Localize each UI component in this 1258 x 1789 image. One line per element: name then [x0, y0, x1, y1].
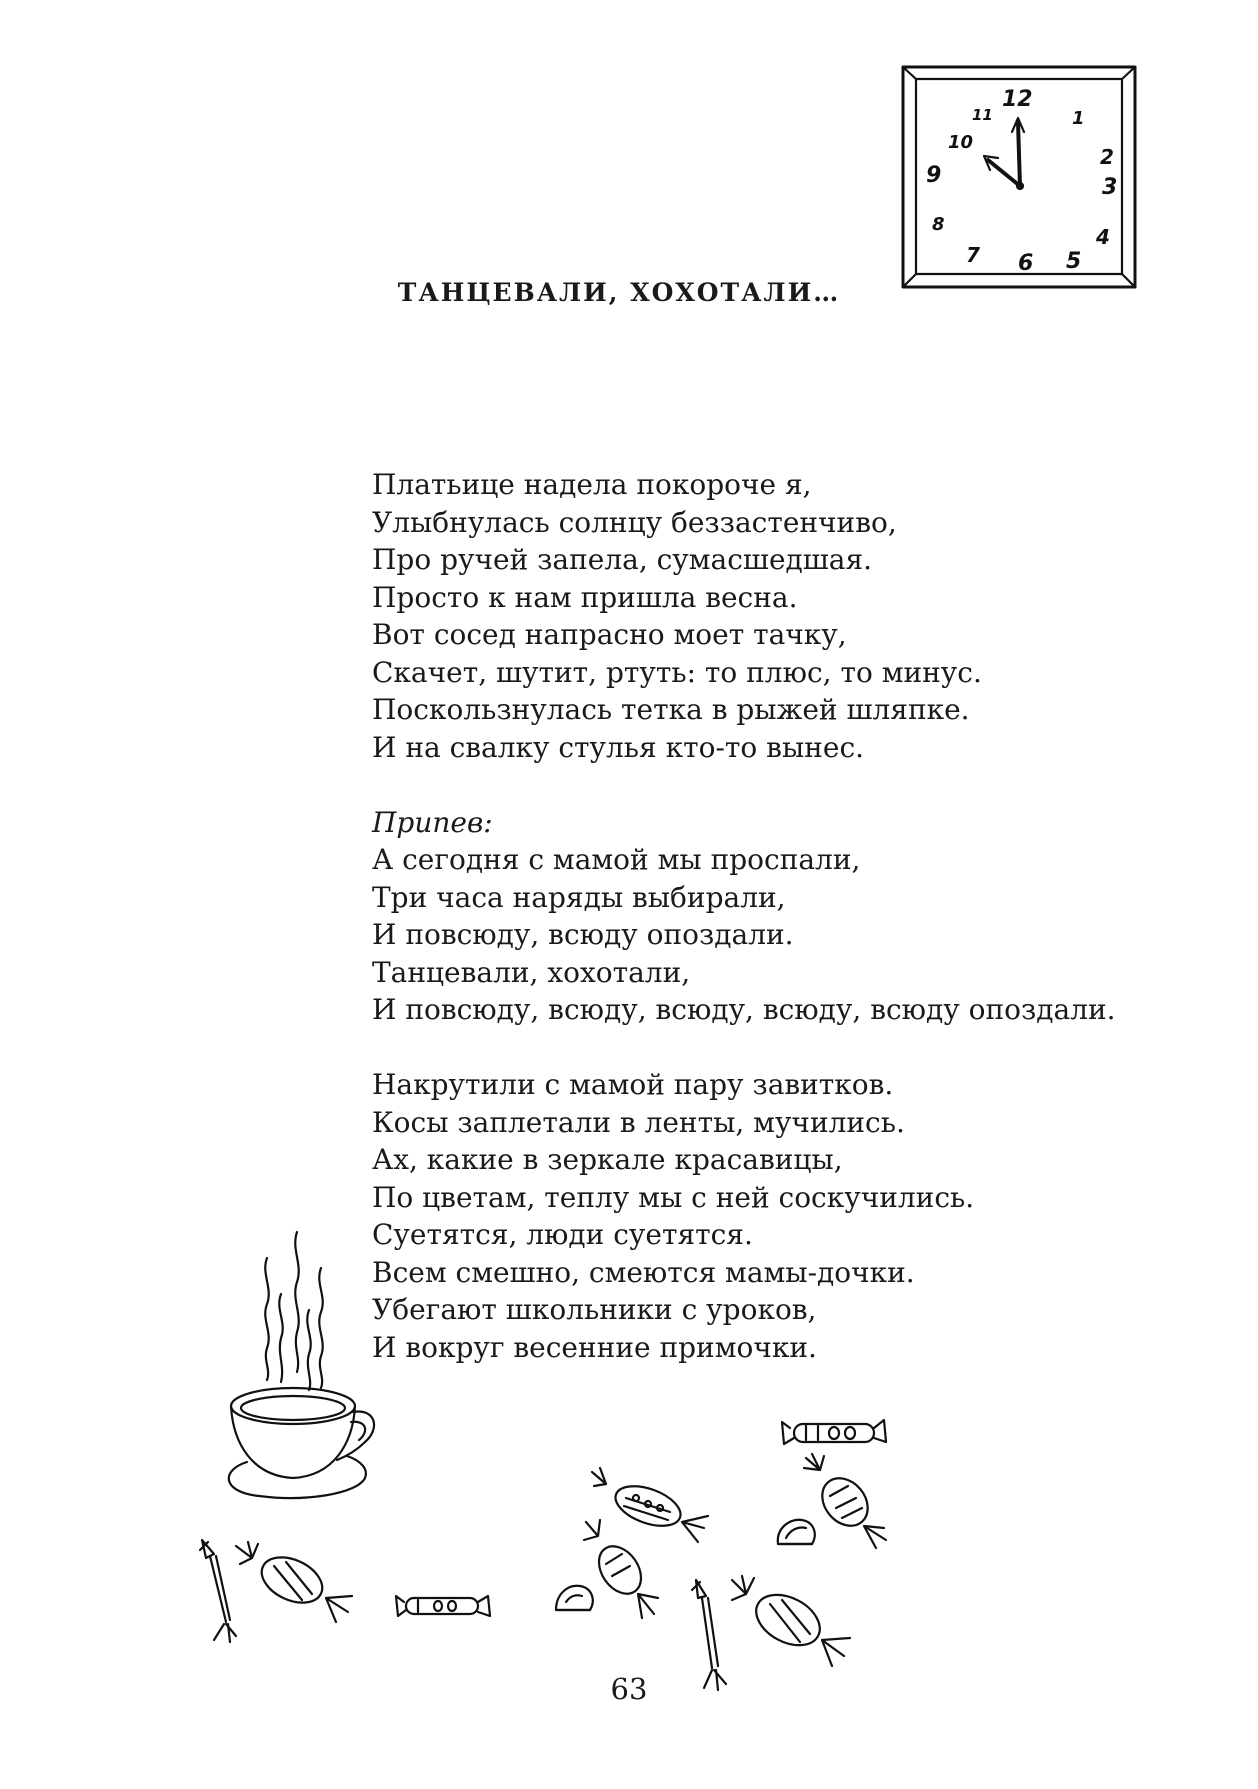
poem-line: И повсюду, всюду, всюду, всюду, всюду опоздали. — [372, 993, 1116, 1026]
candy-icon — [232, 1536, 362, 1626]
clock-numeral: 1 — [1072, 108, 1085, 129]
clock-numeral: 12 — [1002, 87, 1033, 112]
poem-line: Убегают школьники с уроков, — [372, 1293, 817, 1326]
poem-line: Платьице надела покороче я, — [372, 468, 812, 501]
stanza — [372, 1066, 1192, 1366]
clock-numeral: 11 — [972, 106, 993, 124]
candy-icon — [726, 1570, 856, 1670]
wall-clock-icon — [900, 64, 1140, 290]
stanza — [372, 466, 1192, 766]
poem-line: И повсюду, всюду опоздали. — [372, 918, 794, 951]
clock-numeral: 2 — [1100, 145, 1114, 169]
candy-icon — [580, 1518, 660, 1628]
clock-numeral: 4 — [1096, 225, 1110, 249]
candy-icon — [394, 1590, 494, 1622]
poem-body — [372, 466, 1192, 1404]
refrain — [372, 804, 1192, 1029]
clock-numeral: 3 — [1102, 175, 1118, 200]
poem-line: Ах, какие в зеркале красавицы, — [372, 1143, 843, 1176]
poem-line: Всем смешно, смеются мамы-дочки. — [372, 1255, 915, 1289]
poem-line: Улыбнулась солнцу беззастенчиво, — [372, 505, 897, 539]
poem-line: Косы заплетали в ленты, мучились. — [372, 1105, 905, 1139]
poem-line: Накрутили с мамой пару завитков. — [372, 1068, 894, 1101]
poem-line: Танцевали, хохотали, — [372, 955, 691, 989]
poem-line: Про ручей запела, сумасшедшая. — [372, 543, 873, 576]
refrain-label: Припев: — [372, 805, 493, 839]
clock-numeral: 5 — [1066, 249, 1082, 274]
poem-title: ТАНЦЕВАЛИ, ХОХОТАЛИ… — [397, 278, 841, 307]
clock-numeral: 10 — [948, 132, 974, 153]
poem-line: По цветам, теплу мы с ней соскучились. — [372, 1180, 975, 1214]
poem-line: И вокруг весенние примочки. — [372, 1330, 817, 1364]
poem-line: Три часа наряды выбирали, — [372, 880, 786, 914]
clock-numeral: 8 — [932, 214, 945, 235]
poem-line: Вот сосед напрасно моет тачку, — [372, 618, 847, 651]
poem-line: А сегодня с мамой мы проспали, — [372, 843, 861, 876]
clock-numeral: 9 — [926, 163, 942, 188]
candy-icon — [780, 1414, 890, 1450]
poem-line: Суетятся, люди суетятся. — [372, 1218, 753, 1251]
poem-line: И на свалку стулья кто-то вынес. — [372, 730, 865, 764]
clock-numeral: 7 — [966, 243, 980, 267]
poem-line: Поскользнулась тетка в рыжей шляпке. — [372, 693, 970, 726]
poem-line: Скачет, шутит, ртуть: то плюс, то минус. — [372, 655, 982, 689]
coffee-cup-icon — [225, 1230, 385, 1500]
candy-icon — [772, 1514, 822, 1554]
clock-numeral: 6 — [1018, 251, 1034, 276]
page-number: 63 — [610, 1672, 648, 1706]
poem-line: Просто к нам пришла весна. — [372, 580, 798, 614]
